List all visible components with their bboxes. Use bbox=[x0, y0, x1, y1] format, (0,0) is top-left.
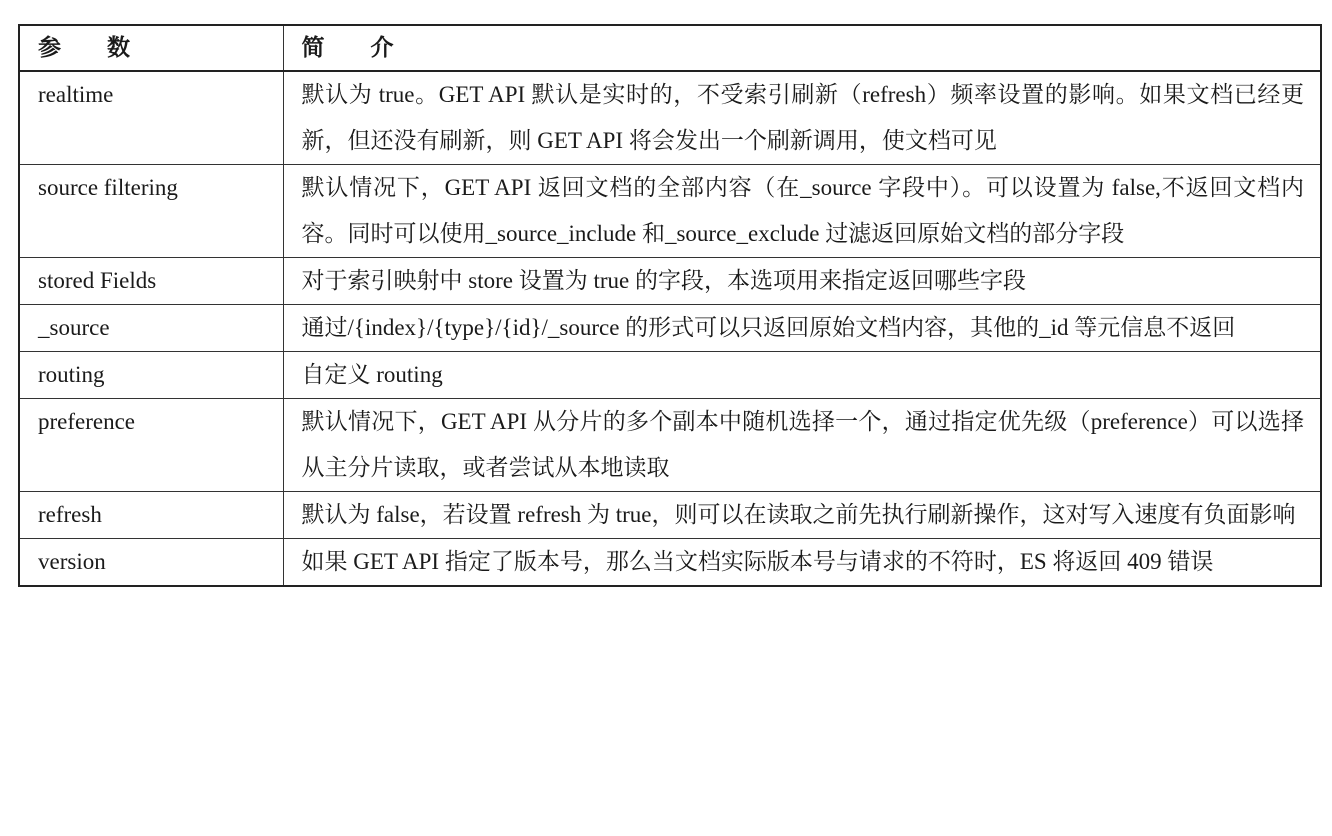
table-row bbox=[19, 399, 1321, 492]
param-name: refresh bbox=[19, 492, 283, 539]
param-description: 默认情况下，GET API 从分片的多个副本中随机选择一个，通过指定优先级（preference）可以选择从主分片读取，或者尝试从本地读取 bbox=[283, 399, 1321, 492]
param-description: 默认情况下，GET API 返回文档的全部内容（在_source 字段中）。可以设置为 false,不返回文档内容。同时可以使用_source_include 和_source_exclude 过滤返回原始文档的部分字段 bbox=[283, 165, 1321, 258]
param-description: 如果 GET API 指定了版本号，那么当文档实际版本号与请求的不符时，ES 将返回 409 错误 bbox=[283, 539, 1321, 587]
param-description: 默认为 true。GET API 默认是实时的，不受索引刷新（refresh）频率设置的影响。如果文档已经更新，但还没有刷新，则 GET API 将会发出一个刷新调用，使文档可见 bbox=[283, 71, 1321, 165]
param-name: version bbox=[19, 539, 283, 587]
table-row bbox=[19, 492, 1321, 539]
param-name: _source bbox=[19, 305, 283, 352]
parameter-table bbox=[18, 24, 1322, 587]
param-name: routing bbox=[19, 352, 283, 399]
header-desc: 简 介 bbox=[283, 25, 1321, 71]
table-row bbox=[19, 539, 1321, 587]
param-description: 自定义 routing bbox=[283, 352, 1321, 399]
table-row bbox=[19, 258, 1321, 305]
table-row bbox=[19, 71, 1321, 165]
param-name: preference bbox=[19, 399, 283, 492]
param-name: source filtering bbox=[19, 165, 283, 258]
header-param: 参 数 bbox=[19, 25, 283, 71]
parameter-table-container bbox=[18, 24, 1320, 587]
param-name: realtime bbox=[19, 71, 283, 165]
table-row bbox=[19, 305, 1321, 352]
param-description: 默认为 false，若设置 refresh 为 true，则可以在读取之前先执行刷新操作，这对写入速度有负面影响 bbox=[283, 492, 1321, 539]
table-header-row bbox=[19, 25, 1321, 71]
param-description: 通过/{index}/{type}/{id}/_source 的形式可以只返回原始文档内容，其他的_id 等元信息不返回 bbox=[283, 305, 1321, 352]
param-name: stored Fields bbox=[19, 258, 283, 305]
table-row bbox=[19, 352, 1321, 399]
table-row bbox=[19, 165, 1321, 258]
param-description: 对于索引映射中 store 设置为 true 的字段，本选项用来指定返回哪些字段 bbox=[283, 258, 1321, 305]
